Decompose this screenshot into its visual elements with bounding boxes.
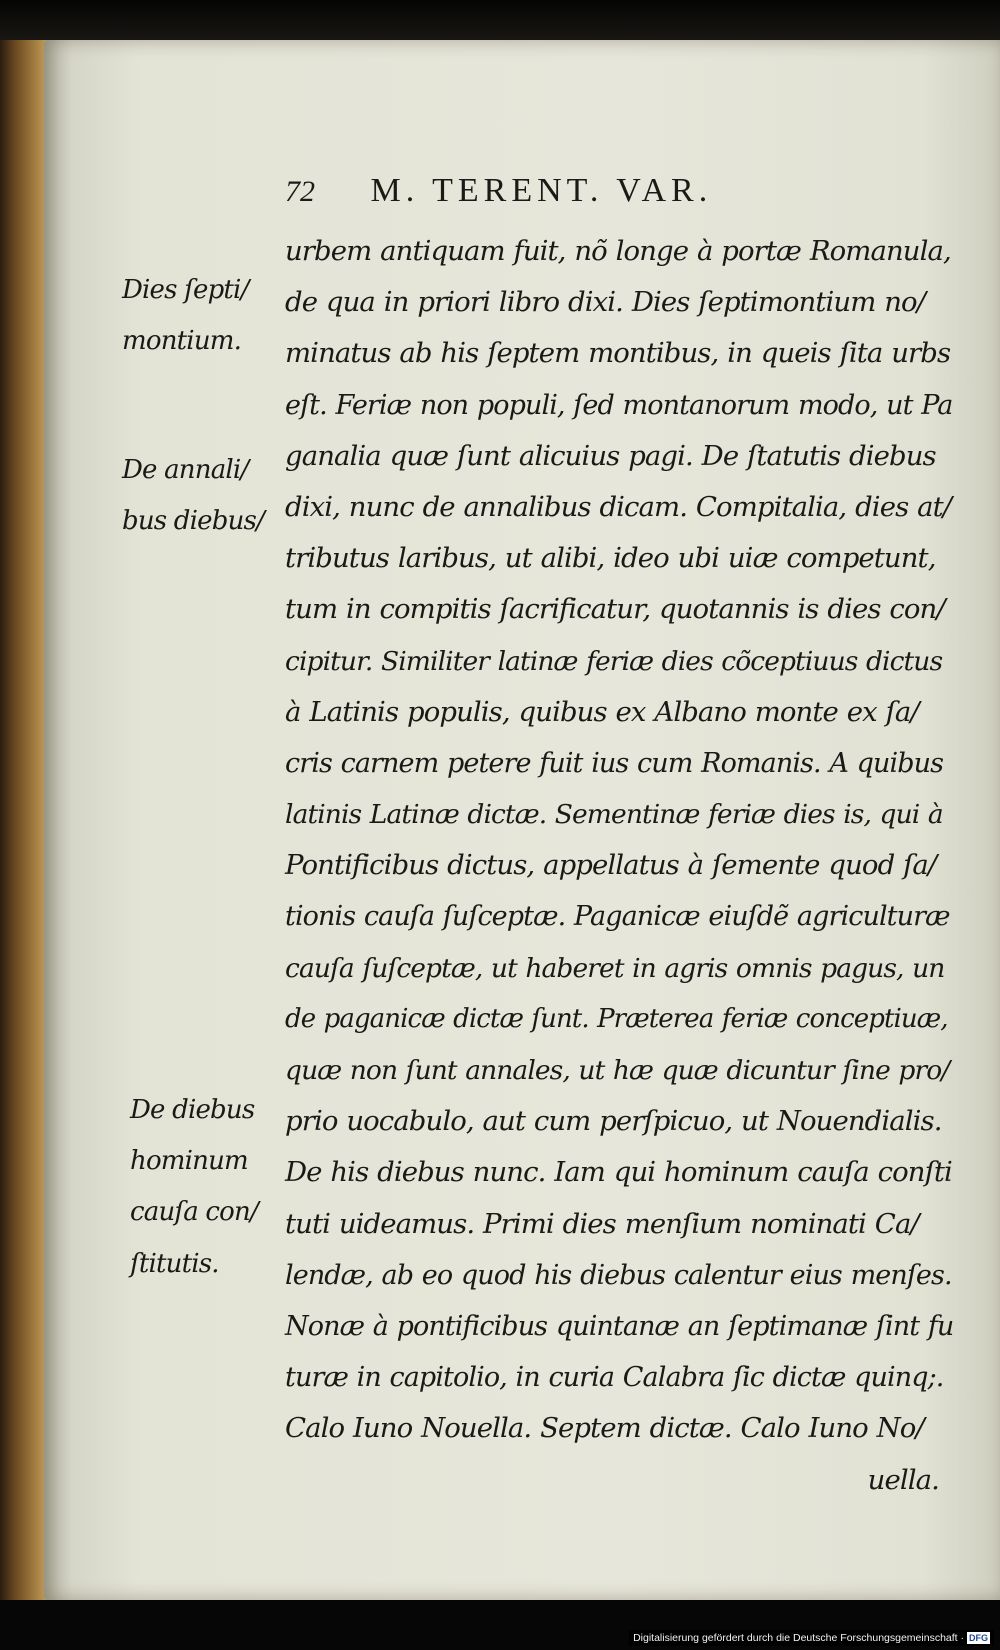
text-line: eſt. Feriæ non populi, ſed montanorum modo, ut Pa (285, 389, 953, 421)
marginal-note-septimontium (122, 265, 282, 367)
text-line: tuti uideamus. Primi dies menſium nominati Ca/ (285, 1207, 919, 1240)
marginal-line: De annali/ (122, 455, 249, 485)
text-line: tum in compitis ſacrificatur, quotannis is dies con/ (285, 593, 945, 626)
marginal-line: ſtitutis. (130, 1248, 219, 1279)
marginal-line: De diebus (130, 1095, 255, 1125)
text-line: turæ in capitolio, in curia Calabra ſic dictæ quinq;. (285, 1362, 944, 1394)
text-line: dixi, nunc de annalibus dicam. Compitalia, dies at/ (285, 490, 952, 523)
text-line: cipitur. Similiter latinæ feriæ dies cõceptiuus dictus (285, 645, 943, 677)
text-line: Nonæ à pontificibus quintanæ an ſeptimanæ ſint fu (285, 1310, 954, 1342)
marginal-note-human-days (130, 1085, 290, 1290)
text-line: lendæ, ab eo quod his diebus calentur eius menſes. (285, 1259, 952, 1291)
credit-text: Digitalisierung gefördert durch die Deutsche Forschungsgemeinschaft · (633, 1632, 964, 1644)
text-line: cris carnem petere fuit ius cum Romanis. A quibus (285, 747, 944, 779)
text-line: tionis cauſa ſuſceptæ. Paganicæ eiuſdẽ agriculturæ (285, 901, 950, 933)
text-line-last: uella. (867, 1463, 939, 1496)
marginal-line: cauſa con/ (130, 1197, 258, 1228)
marginal-line: bus diebus/ (122, 506, 265, 537)
text-line: tributus laribus, ut alibi, ideo ubi uiæ competunt, (285, 542, 936, 575)
text-line: latinis Latinæ dictæ. Sementinæ feriæ dies is, qui à (285, 799, 943, 831)
marginal-line: Dies ſepti/ (122, 275, 249, 305)
text-line: de qua in priori libro dixi. Dies ſeptimontium no/ (285, 286, 926, 319)
text-line: quæ non ſunt annales, ut hæ quæ dicuntur ſine pro/ (285, 1055, 950, 1086)
text-line: à Latinis populis, quibus ex Albano monte ex ſa/ (285, 695, 919, 728)
text-line: De his diebus nunc. Iam qui hominum cauſa conſti (285, 1156, 952, 1189)
body-text (285, 226, 953, 1506)
digitization-credit (629, 1630, 994, 1646)
page-number: 72 (285, 175, 315, 208)
dfg-logo: DFG (969, 1633, 988, 1643)
text-line: Pontificibus dictus, appellatus à ſemente quod ſa/ (285, 849, 937, 882)
text-line: prio uocabulo, aut cum perſpicuo, ut Nouendialis. (285, 1105, 942, 1138)
text-line: Calo Iuno Nouella. Septem dictæ. Calo Iuno No/ (285, 1412, 924, 1445)
text-line: minatus ab his ſeptem montibus, in queis ſita urbs (285, 337, 951, 370)
marginal-line: montium. (122, 326, 242, 357)
text-line: de paganicæ dictæ ſunt. Præterea feriæ conceptiuæ, (285, 1003, 948, 1034)
marginal-line: hominum (130, 1146, 248, 1177)
marginal-note-annual-days (122, 445, 282, 547)
text-line: cauſa ſuſceptæ, ut haberet in agris omnis pagus, un (285, 952, 945, 984)
running-head: M. TERENT. VAR. (370, 172, 713, 209)
text-line: ganalia quæ ſunt alicuius pagi. De ſtatutis diebus (285, 439, 936, 472)
text-line: urbem antiquam fuit, nõ longe à portæ Romanula, (285, 235, 951, 267)
scan-top-border (0, 0, 1000, 44)
page-header (285, 172, 845, 210)
